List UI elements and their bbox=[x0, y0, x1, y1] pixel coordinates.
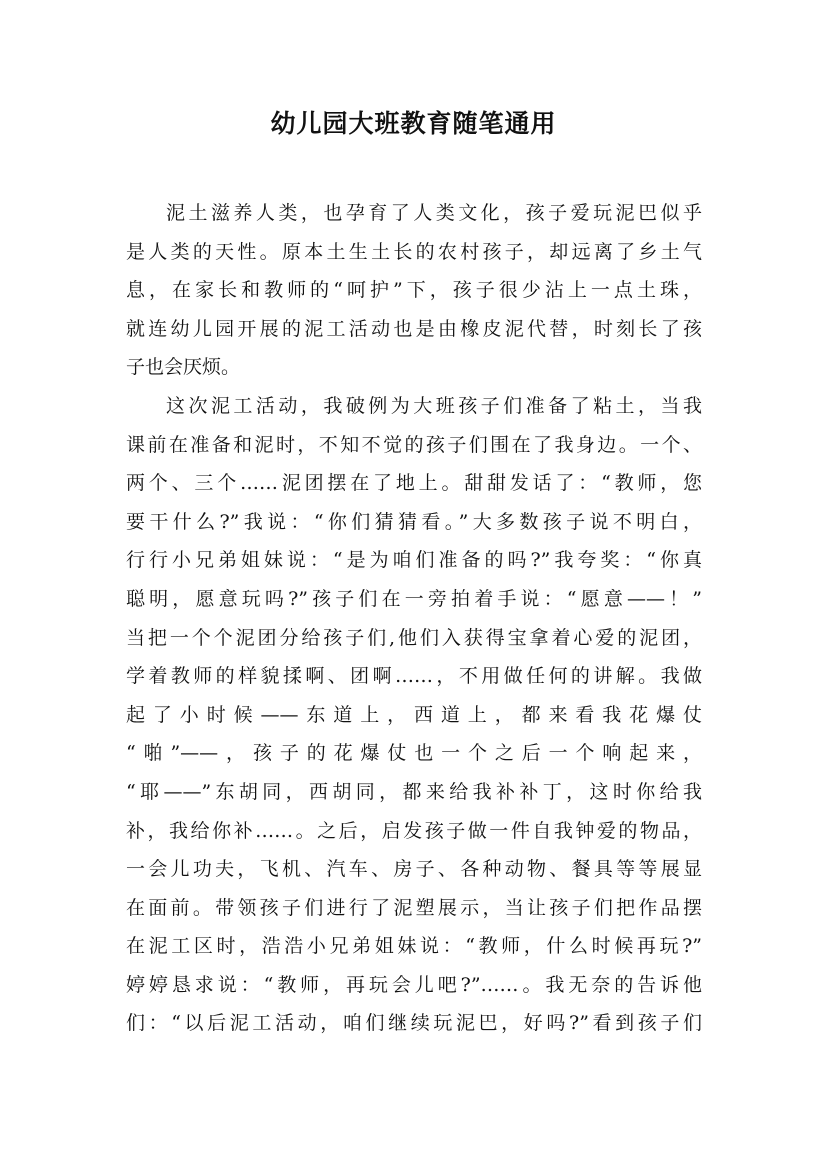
paragraph-line: 息，在家长和教师的“呵护”下，孩子很少沾上一点土珠， bbox=[126, 279, 702, 302]
document-body bbox=[126, 194, 702, 1043]
paragraph-line: 泥土滋养人类，也孕育了人类文化，孩子爱玩泥巴似乎 bbox=[166, 202, 702, 224]
paragraph-line: 行行小兄弟姐妹说：“是为咱们准备的吗?”我夸奖：“你真 bbox=[126, 549, 702, 572]
paragraph-line: 这次泥工活动，我破例为大班孩子们准备了粘土，当我 bbox=[166, 394, 702, 417]
paragraph-1 bbox=[126, 194, 702, 387]
paragraph-line: 当把一个个泥团分给孩子们,他们入获得宝拿着心爱的泥团， bbox=[126, 626, 702, 649]
paragraph-line: 课前在准备和泥时，不知不觉的孩子们围在了我身边。一个、 bbox=[126, 433, 702, 456]
paragraph-line: 起了小时候——东道上，西道上，都来看我花爆仗 bbox=[126, 703, 702, 726]
paragraph-line: 子也会厌烦。 bbox=[126, 356, 241, 379]
paragraph-line: 在面前。带领孩子们进行了泥塑展示，当让孩子们把作品摆 bbox=[126, 896, 702, 919]
paragraph-line: 是人类的天性。原本土生土长的农村孩子，却远离了乡土气 bbox=[126, 240, 702, 263]
paragraph-line: 聪明，愿意玩吗?”孩子们在一旁拍着手说：“愿意——！” bbox=[126, 587, 702, 610]
paragraph-line: “耶——”东胡同，西胡同，都来给我补补丁，这时你给我 bbox=[126, 780, 702, 803]
paragraph-line: 要干什么?”我说：“你们猜猜看。”大多数孩子说不明白， bbox=[126, 510, 702, 533]
paragraph-line: 一会儿功夫，飞机、汽车、房子、各种动物、餐具等等展显 bbox=[126, 858, 702, 881]
document-title: 幼儿园大班教育随笔通用 bbox=[270, 109, 557, 138]
paragraph-line: 补，我给你补……。之后，启发孩子做一件自我钟爱的物品， bbox=[126, 819, 702, 842]
paragraph-line: 婷婷恳求说：“教师，再玩会儿吧?”……。我无奈的告诉他 bbox=[126, 973, 702, 996]
paragraph-line: 在泥工区时，浩浩小兄弟姐妹说：“教师，什么时候再玩?” bbox=[126, 935, 702, 958]
paragraph-line: 就连幼儿园开展的泥工活动也是由橡皮泥代替，时刻长了孩 bbox=[126, 317, 702, 340]
paragraph-line: 学着教师的样貌揉啊、团啊……，不用做任何的讲解。我做 bbox=[126, 665, 702, 688]
paragraph-2 bbox=[126, 387, 702, 1043]
paragraph-line: “啪”——，孩子的花爆仗也一个之后一个响起来， bbox=[126, 742, 702, 765]
paragraph-line: 们：“以后泥工活动，咱们继续玩泥巴，好吗?”看到孩子们 bbox=[126, 1012, 702, 1035]
paragraph-line: 两个、三个……泥团摆在了地上。甜甜发话了：“教师，您 bbox=[126, 472, 702, 495]
